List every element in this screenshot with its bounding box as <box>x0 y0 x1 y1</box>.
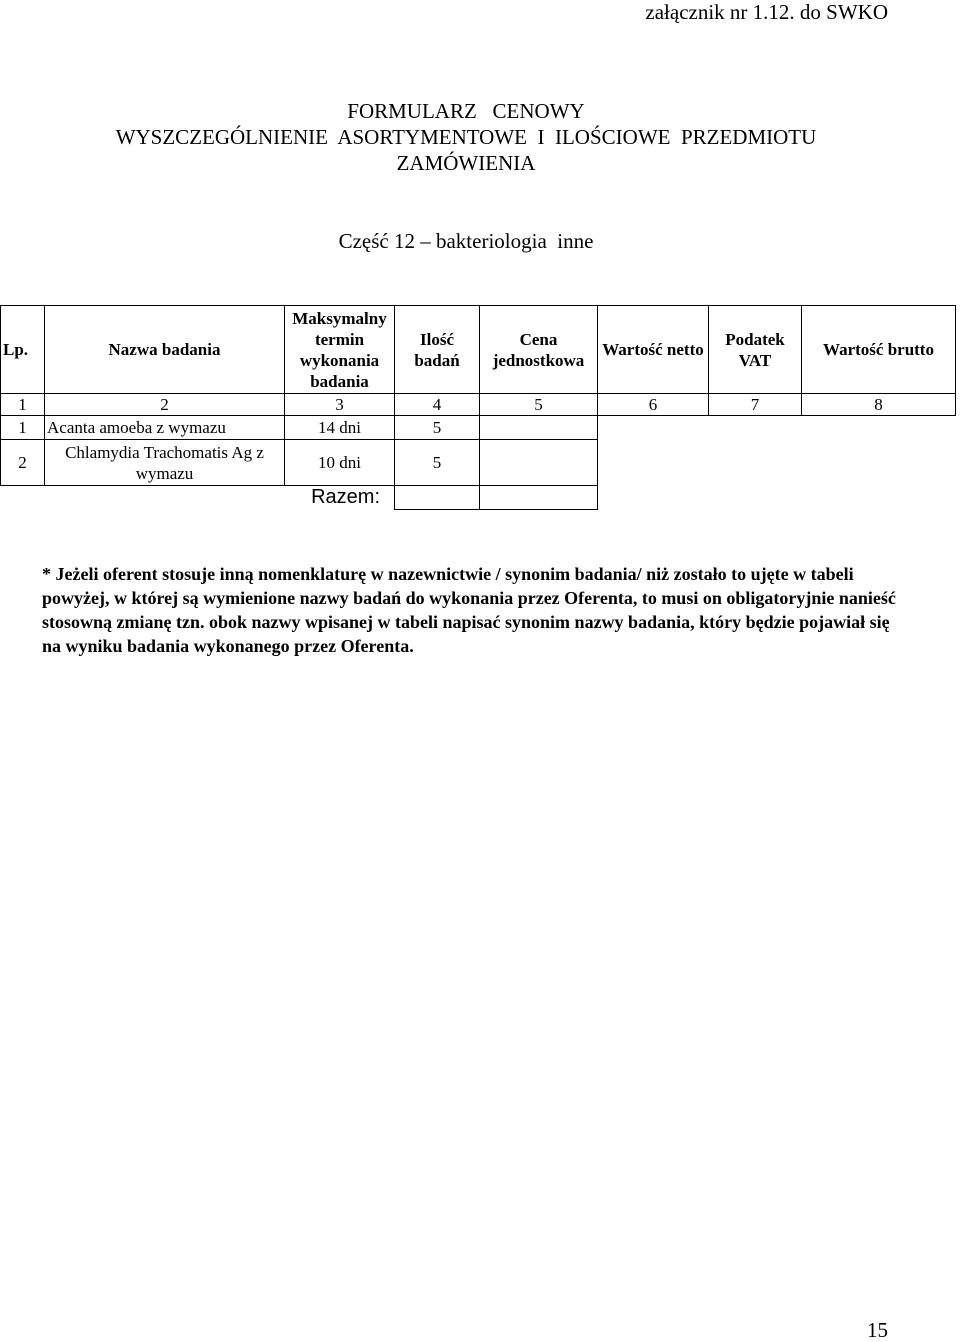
row-quantity: 5 <box>395 416 480 440</box>
header-unit-price: Cena jednostkowa <box>480 306 598 394</box>
table-row <box>1 440 956 486</box>
total-unit-price-cell[interactable] <box>480 486 598 510</box>
attachment-label: załącznik nr 1.12. do SWKO <box>645 0 888 24</box>
column-number: 7 <box>709 394 802 416</box>
row-term: 10 dni <box>285 440 395 486</box>
column-number: 2 <box>45 394 285 416</box>
column-number: 8 <box>802 394 956 416</box>
header-name: Nazwa badania <box>45 306 285 394</box>
nomenclature-note: * Jeżeli oferent stosuje inną nomenklaturę w nazewnictwie / synonim badania/ niż zostało to ujęte w tabeli powyżej, w której są wymienione nazwy badań do wykonania przez Oferenta, to musi on obligatoryjnie nanieść stosowną zmianę tzn. obok nazwy wpisanej w tabeli napisać synonim nazwy badania, który będzie pojawiał się na wyniku badania wykonanego przez Oferenta. <box>42 564 896 656</box>
total-vat-cell <box>709 486 802 510</box>
header-quantity: Ilość badań <box>395 306 480 394</box>
price-table <box>0 305 956 510</box>
row-unit-price-cell[interactable] <box>480 440 598 486</box>
row-net-value-cell <box>598 440 709 486</box>
form-title-line-2: WYSZCZEGÓLNIENIE ASORTYMENTOWE I ILOŚCIOWE PRZEDMIOTU <box>115 125 817 149</box>
part-subtitle: Część 12 – bakteriologia inne <box>338 229 594 253</box>
total-label: Razem: <box>1 486 395 510</box>
row-quantity: 5 <box>395 440 480 486</box>
header-lp: Lp. <box>1 306 45 394</box>
row-gross-value-cell <box>802 416 956 440</box>
row-vat-cell <box>709 440 802 486</box>
row-name: Acanta amoeba z wymazu <box>45 416 285 440</box>
table-header-row <box>1 306 956 394</box>
total-quantity-cell[interactable] <box>395 486 480 510</box>
row-vat-cell <box>709 416 802 440</box>
row-name: Chlamydia Trachomatis Ag z wymazu <box>45 440 285 486</box>
page-number: 15 <box>867 1318 888 1342</box>
row-term: 14 dni <box>285 416 395 440</box>
column-number: 3 <box>285 394 395 416</box>
total-net-value-cell <box>598 486 709 510</box>
row-unit-price-cell[interactable] <box>480 416 598 440</box>
column-number: 5 <box>480 394 598 416</box>
table-row <box>1 416 956 440</box>
header-net-value: Wartość netto <box>598 306 709 394</box>
column-number: 6 <box>598 394 709 416</box>
total-row <box>1 486 956 510</box>
row-lp: 2 <box>1 440 45 486</box>
row-net-value-cell <box>598 416 709 440</box>
row-gross-value-cell <box>802 440 956 486</box>
column-number: 1 <box>1 394 45 416</box>
column-number: 4 <box>395 394 480 416</box>
column-number-row <box>1 394 956 416</box>
header-vat: Podatek VAT <box>709 306 802 394</box>
form-title-line-3: ZAMÓWIENIA <box>396 151 536 175</box>
row-lp: 1 <box>1 416 45 440</box>
form-title <box>0 98 932 176</box>
total-gross-value-cell <box>802 486 956 510</box>
header-term: Maksymalny termin wykonania badania <box>285 306 395 394</box>
header-gross-value: Wartość brutto <box>802 306 956 394</box>
form-title-line-1: FORMULARZ CENOWY <box>347 99 585 123</box>
